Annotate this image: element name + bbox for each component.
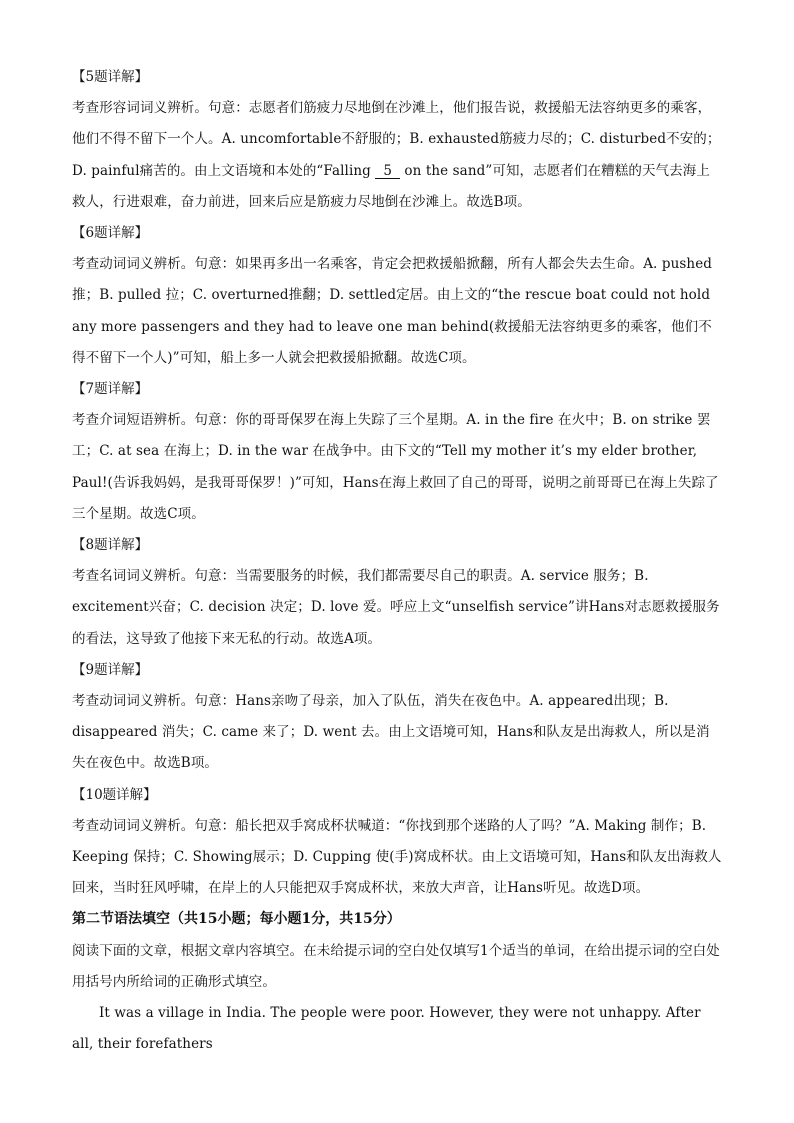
section-heading: 【7题详解】 [72, 381, 149, 398]
section-heading: 【8题详解】 [72, 537, 149, 554]
part-title: 第二节语法填空（共15小题；每小题1分，共15分） [72, 911, 401, 928]
section-body: 考查介词短语辨析。句意：你的哥哥保罗在海上失踪了三个星期。A. in the fire 在火中；B. on strike 罢工；C. at sea 在海上；D. in the war 在战争中。由下文的“Tell my mother it’s my elder brother, Paul!(告诉我妈妈，是我哥哥保罗！)”可知，Hans在海上救回了自己的哥哥，说明之前哥哥已在海上失踪了三个星期。故选C项。 [72, 412, 719, 522]
answer-blank: 5 [375, 164, 400, 179]
passage-text: It was a village in India. The people were poor. However, they were not unhappy. After all, their forefathers [72, 1005, 701, 1053]
section-body: 考查名词词义辨析。句意：当需要服务的时候，我们都需要尽自己的职责。A. service 服务；B. excitement兴奋；C. decision 决定；D. love 爱。呼应上文“unselfish service”讲Hans对志愿救援服务的看法，这导致了他接下来无私的行动。故选A项。 [72, 568, 720, 647]
section-heading: 【6题详解】 [72, 225, 149, 242]
section-body: 考查动词词义辨析。句意：Hans亲吻了母亲，加入了队伍，消失在夜色中。A. appeared出现；B. disappeared 消失；C. came 来了；D. went 去。由上文语境可知，Hans和队友是出海救人，所以是消失在夜色中。故选B项。 [72, 693, 710, 772]
section-heading: 【5题详解】 [72, 69, 149, 85]
section-body: 考查动词词义辨析。句意：如果再多出一名乘客，肯定会把救援船掀翻，所有人都会失去生命。A. pushed推；B. pulled 拉；C. overturned推翻；D. settled定居。由上文的“the rescue boat could not hold any more passengers and they had to leave one man behind(救援船无法容纳更多的乘客，他们不得不留下一个人)”可知，船上多一人就会把救援船掀翻。故选C项。 [72, 256, 713, 366]
section-heading: 【9题详解】 [72, 661, 149, 678]
document-page [72, 62, 722, 1061]
section-body: 考查形容词词义辨析。句意：志愿者们筋疲力尽地倒在沙滩上，他们报告说，救援船无法容纳更多的乘客，他们不得不留下一个人。A. uncomfortable不舒服的；B. exhausted筋疲力尽的；C. disturbed不安的；D. painful痛苦的。由上文语境和本处的“Falling 5 on the sand”可知，志愿者们在糟糕的天气去海上救人，行进艰难，奋力前进，回来后应是筋疲力尽地倒在沙滩上。故选B项。 [72, 100, 721, 210]
section-heading: 【10题详解】 [72, 786, 157, 803]
part-instruction: 阅读下面的文章，根据文章内容填空。在未给提示词的空白处仅填写1个适当的单词，在给出提示词的空白处用括号内所给词的正确形式填空。 [72, 942, 720, 990]
section-body: 考查动词词义辨析。句意：船长把双手窝成杯状喊道：“你找到那个迷路的人了吗？”A. Making 制作；B. Keeping 保持；C. Showing展示；D. Cupping 使(手)窝成杯状。由上文语境可知，Hans和队友出海救人回来，当时狂风呼啸，在岸上的人只能把双手窝成杯状，来放大声音，让Hans听见。故选D项。 [72, 817, 722, 897]
